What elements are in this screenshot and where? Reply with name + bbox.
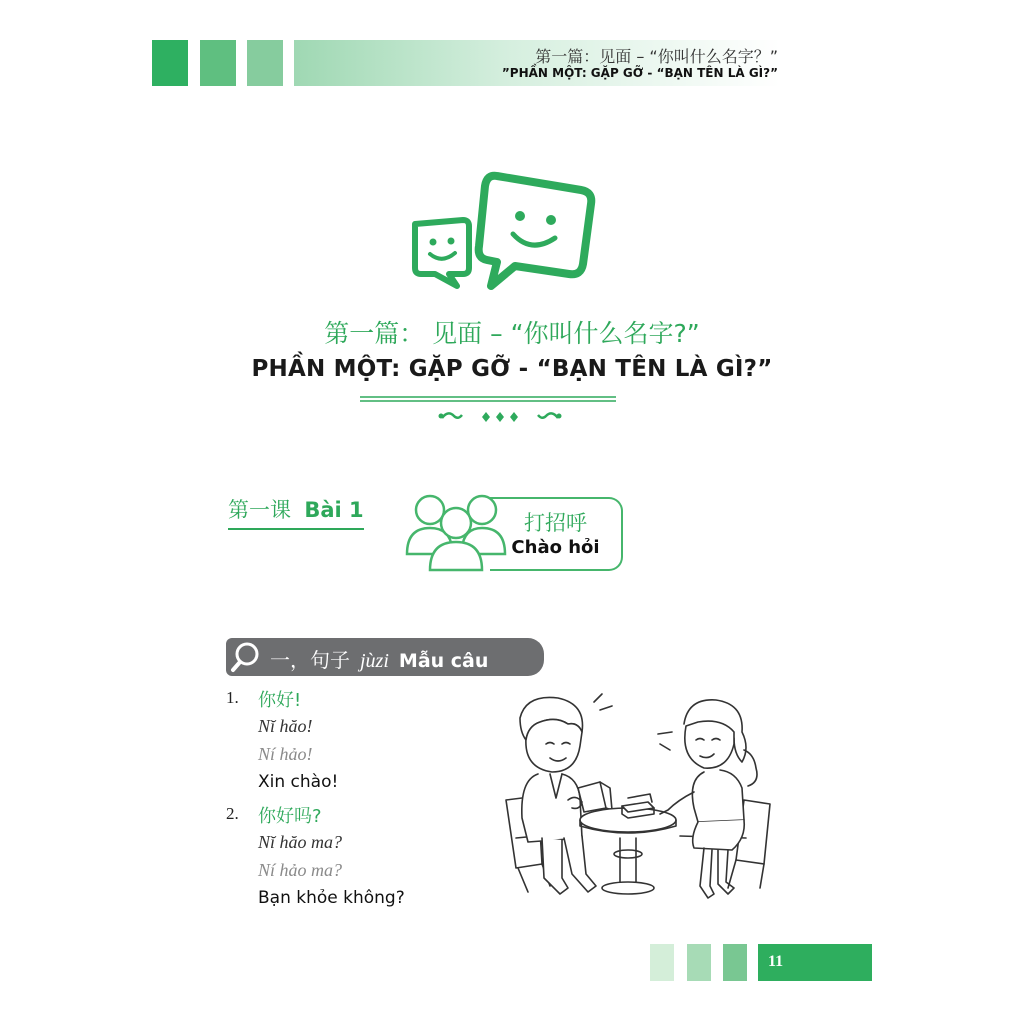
lesson-label-cn: 第一课 (228, 498, 291, 522)
footer-square-3 (723, 944, 747, 981)
magnifier-icon (230, 640, 264, 674)
header-square-3 (247, 40, 283, 86)
sentence-pinyin: Nĭ hăo! (258, 716, 313, 736)
greeting-illustration (498, 688, 780, 914)
part-title-vn: PHẦN MỘT: GẶP GỠ - “BẠN TÊN LÀ GÌ?” (251, 356, 773, 382)
section-title (270, 644, 488, 673)
header-title-cn: 第一篇：见面 – “你叫什么名字？” (535, 47, 778, 66)
lesson-topic-vn: Chào hỏi (511, 537, 600, 558)
title-ornament (358, 394, 618, 426)
part-title-cn: 第一篇： 见面 – “你叫什么名字?” (324, 319, 700, 348)
sentence-pinyin-tone: Ní hảo ma? (258, 860, 343, 880)
section-header-bar (226, 638, 544, 676)
header-square-2 (200, 40, 236, 86)
lesson-topic-cn: 打招呼 (524, 511, 587, 535)
sentence-cn: 你好吗? (258, 806, 322, 827)
section-title-pinyin: jùzi (360, 650, 389, 672)
header-title-vn: ”PHẦN MỘT: GẶP GỠ - “BẠN TÊN LÀ GÌ?” (501, 66, 778, 80)
footer-square-1 (650, 944, 674, 981)
page-number-bar (758, 944, 872, 981)
sentence-pinyin: Nĭ hăo ma? (258, 832, 343, 852)
section-title-cn: 一，句子 (270, 648, 350, 672)
lesson-label (228, 494, 364, 530)
people-group-icon (404, 488, 510, 574)
header-square-1 (152, 40, 188, 86)
section-title-vn: Mẫu câu (398, 650, 489, 672)
sentence-pinyin-tone: Ní hảo! (258, 744, 313, 764)
footer-square-2 (687, 944, 711, 981)
page-number: 11 (768, 953, 784, 970)
sentence-number: 1. (226, 688, 239, 707)
lesson-label-vn: Bài 1 (304, 498, 364, 522)
chat-bubbles-icon (405, 168, 605, 294)
sentence-number: 2. (226, 804, 239, 823)
sentence-cn: 你好! (258, 690, 302, 711)
sentence-vn: Xin chào! (258, 772, 339, 792)
sentence-vn: Bạn khỏe không? (258, 888, 405, 908)
